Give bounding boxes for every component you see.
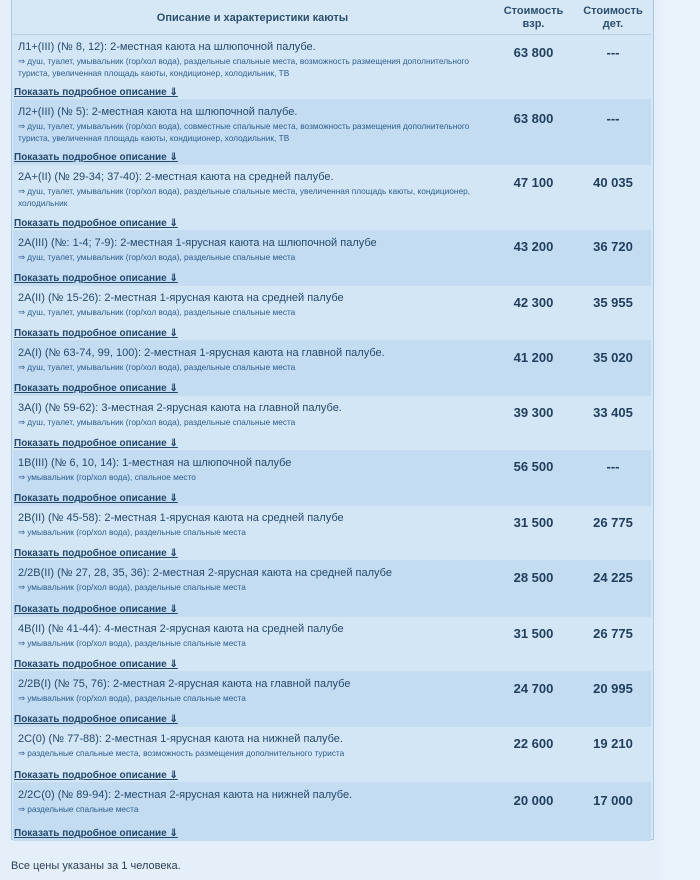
cabin-price-table — [13, 2, 651, 841]
child-price-cell — [575, 783, 651, 841]
header-child-line2: дет. — [602, 18, 624, 30]
cabin-title: 4В(II) (№ 41-44): 4-местная 2-ярусная каюта на средней палубе — [18, 623, 344, 635]
child-price: --- — [606, 459, 620, 474]
adult-price: 42 300 — [513, 295, 554, 310]
child-price: 17 000 — [593, 793, 633, 808]
cabin-title: 2А(III) (№: 1-4; 7-9): 2-местная 1-ярусная каюта на шлюпочной палубе — [18, 237, 377, 249]
child-price: 36 720 — [593, 239, 633, 254]
child-price: 40 035 — [593, 175, 633, 190]
cabin-title: 2/2С(0) (№ 89-94): 2-местная 2-ярусная каюта на нижней палубе. — [18, 789, 353, 801]
adult-price: 47 100 — [513, 175, 554, 190]
cabin-row — [13, 506, 651, 561]
child-price: 19 210 — [593, 736, 633, 751]
header-child-price — [575, 2, 651, 35]
cabin-title: 2В(II) (№ 45-58): 2-местная 1-ярусная каюта на средней палубе — [18, 512, 344, 524]
cabin-row — [13, 672, 651, 727]
adult-price-cell — [492, 672, 575, 727]
cabin-row — [13, 617, 651, 672]
cabin-row — [13, 100, 651, 165]
cabin-description-cell — [13, 672, 492, 727]
show-details-link[interactable]: Показать подробное описание ⇓ — [14, 273, 178, 284]
cabin-title: 2А(I) (№ 63-74, 99, 100): 2-местная 1-ярусная каюта на главной палубе. — [18, 347, 385, 359]
adult-price-cell — [492, 100, 575, 165]
child-price: 35 020 — [593, 350, 633, 365]
adult-price-cell — [492, 231, 575, 286]
cabin-description-cell — [13, 35, 492, 100]
cabin-description-cell — [13, 341, 492, 396]
adult-price-cell — [492, 286, 575, 341]
cabin-row — [13, 165, 651, 231]
cabin-features: ⇒ душ, туалет, умывальник (гор/хол вода), совместные спальные места, возможность размещения дополнительного туриста, увеличенная площадь каюты, кондиционер, холодильник, ТВ — [18, 121, 470, 143]
cabin-description-cell — [13, 561, 492, 617]
header-adult-line2: взр. — [522, 18, 545, 30]
cabin-features: ⇒ душ, туалет, умывальник (гор/хол вода), раздельные спальные места — [18, 362, 296, 372]
adult-price: 56 500 — [513, 459, 554, 474]
adult-price-cell — [492, 165, 575, 231]
show-details-link[interactable]: Показать подробное описание ⇓ — [14, 218, 178, 229]
cabin-features: ⇒ душ, туалет, умывальник (гор/хол вода), раздельные спальные места, возможность размещения дополнительного туриста, увеличенная площадь каюты, кондиционер, холодильник, ТВ — [18, 56, 470, 78]
header-adult-price — [492, 2, 575, 35]
cabin-row — [13, 561, 651, 617]
cabin-features: ⇒ душ, туалет, умывальник (гор/хол вода), раздельные спальные места — [18, 417, 296, 427]
cabin-row — [13, 396, 651, 451]
child-price-cell — [575, 451, 651, 506]
child-price: 20 995 — [593, 681, 633, 696]
cabin-features: ⇒ умывальник (гор/хол вода), раздельные спальные места — [18, 582, 246, 592]
show-details-link[interactable]: Показать подробное описание ⇓ — [14, 659, 178, 670]
cabin-description-cell — [13, 727, 492, 783]
child-price: --- — [606, 111, 620, 126]
cabin-description-cell — [13, 286, 492, 341]
cabin-row — [13, 35, 651, 100]
child-price-cell — [575, 672, 651, 727]
adult-price: 41 200 — [513, 350, 554, 365]
cabin-title: 2/2В(I) (№ 75, 76): 2-местная 2-ярусная каюта на главной палубе — [18, 678, 351, 690]
cabin-title: 1В(III) (№ 6, 10, 14): 1-местная на шлюпочной палубе — [18, 457, 292, 469]
child-price-cell — [575, 165, 651, 231]
adult-price-cell — [492, 783, 575, 841]
cabin-description-cell — [13, 396, 492, 451]
adult-price-cell — [492, 396, 575, 451]
adult-price-cell — [492, 35, 575, 100]
adult-price-cell — [492, 561, 575, 617]
adult-price: 31 500 — [513, 515, 554, 530]
adult-price-cell — [492, 727, 575, 783]
page-background-strip — [660, 0, 700, 880]
child-price-cell — [575, 561, 651, 617]
cabin-row — [13, 286, 651, 341]
cabin-features: ⇒ душ, туалет, умывальник (гор/хол вода), раздельные спальные места — [18, 307, 296, 317]
show-details-link[interactable]: Показать подробное описание ⇓ — [14, 548, 178, 559]
cabin-title: 2/2В(II) (№ 27, 28, 35, 36): 2-местная 2-ярусная каюта на средней палубе — [18, 567, 392, 579]
cabin-title: 2А+(II) (№ 29-34; 37-40): 2-местная каюта на средней палубе. — [18, 171, 334, 183]
adult-price: 31 500 — [513, 626, 554, 641]
cabin-description-cell — [13, 617, 492, 672]
child-price-cell — [575, 727, 651, 783]
cabin-row — [13, 727, 651, 783]
child-price-cell — [575, 506, 651, 561]
child-price-cell — [575, 396, 651, 451]
cabin-features: ⇒ умывальник (гор/хол вода), раздельные спальные места — [18, 527, 246, 537]
cabin-row — [13, 451, 651, 506]
header-adult-line1: Стоимость — [503, 5, 564, 17]
cabin-row — [13, 783, 651, 841]
header-description: Описание и характеристики каюты — [13, 2, 492, 35]
adult-price-cell — [492, 451, 575, 506]
cabin-title: 2А(II) (№ 15-26): 2-местная 1-ярусная каюта на средней палубе — [18, 292, 344, 304]
cabin-description-cell — [13, 451, 492, 506]
child-price: 26 775 — [593, 515, 633, 530]
adult-price: 20 000 — [513, 793, 554, 808]
show-details-link[interactable]: Показать подробное описание ⇓ — [14, 770, 178, 781]
cabin-description-cell — [13, 165, 492, 231]
table-header-row — [13, 2, 651, 35]
adult-price: 63 800 — [513, 111, 554, 126]
cabin-description-cell — [13, 100, 492, 165]
cabin-features: ⇒ душ, туалет, умывальник (гор/хол вода), раздельные спальные места, увеличенная площадь каюты, кондиционер, холодильник — [18, 186, 471, 208]
adult-price: 43 200 — [513, 239, 554, 254]
adult-price-cell — [492, 617, 575, 672]
cabin-features: ⇒ умывальник (гор/хол вода), спальное место — [18, 472, 196, 482]
cabin-description-cell — [13, 783, 492, 841]
show-details-link[interactable]: Показать подробное описание ⇓ — [14, 383, 178, 394]
show-details-link[interactable]: Показать подробное описание ⇓ — [14, 152, 178, 163]
show-details-link[interactable]: Показать подробное описание ⇓ — [14, 87, 178, 98]
cabin-features: ⇒ душ, туалет, умывальник (гор/хол вода), раздельные спальные места — [18, 252, 296, 262]
child-price-cell — [575, 231, 651, 286]
adult-price: 24 700 — [513, 681, 554, 696]
child-price: 33 405 — [593, 405, 633, 420]
child-price-cell — [575, 617, 651, 672]
cabin-title: Л2+(III) (№ 5): 2-местная каюта на шлюпочной палубе. — [18, 106, 298, 118]
adult-price-cell — [492, 341, 575, 396]
child-price: 26 775 — [593, 626, 633, 641]
child-price: --- — [606, 45, 620, 60]
cabin-features: ⇒ раздельные спальные места, возможность размещения дополнительного туриста — [18, 748, 345, 758]
child-price: 24 225 — [593, 570, 633, 585]
child-price: 35 955 — [593, 295, 633, 310]
cabin-features: ⇒ раздельные спальные места — [18, 804, 139, 814]
child-price-cell — [575, 286, 651, 341]
adult-price: 22 600 — [513, 736, 554, 751]
show-details-link[interactable]: Показать подробное описание ⇓ — [14, 604, 178, 615]
cabin-description-cell — [13, 506, 492, 561]
adult-price: 63 800 — [513, 45, 554, 60]
cabin-title: 2С(0) (№ 77-88): 2-местная 1-ярусная каюта на нижней палубе. — [18, 733, 343, 745]
show-details-link[interactable]: Показать подробное описание ⇓ — [14, 438, 178, 449]
cabin-title: Л1+(III) (№ 8, 12): 2-местная каюта на шлюпочной палубе. — [18, 41, 316, 53]
show-details-link[interactable]: Показать подробное описание ⇓ — [14, 328, 178, 339]
child-price-cell — [575, 341, 651, 396]
header-child-line1: Стоимость — [583, 5, 643, 17]
child-price-cell — [575, 35, 651, 100]
prices-footnote: Все цены указаны за 1 человека. — [11, 860, 181, 872]
cabin-description-cell — [13, 231, 492, 286]
adult-price: 28 500 — [513, 570, 554, 585]
show-details-link[interactable]: Показать подробное описание ⇓ — [14, 493, 178, 504]
adult-price: 39 300 — [513, 405, 554, 420]
cabin-row — [13, 231, 651, 286]
show-details-link[interactable]: Показать подробное описание ⇓ — [14, 828, 178, 839]
show-details-link[interactable]: Показать подробное описание ⇓ — [14, 714, 178, 725]
cabin-title: 3А(I) (№ 59-62): 3-местная 2-ярусная каюта на главной палубе. — [18, 402, 342, 414]
child-price-cell — [575, 100, 651, 165]
cabin-features: ⇒ умывальник (гор/хол вода), раздельные спальные места — [18, 693, 246, 703]
adult-price-cell — [492, 506, 575, 561]
cabin-features: ⇒ умывальник (гор/хол вода), раздельные спальные места — [18, 638, 246, 648]
cabin-row — [13, 341, 651, 396]
